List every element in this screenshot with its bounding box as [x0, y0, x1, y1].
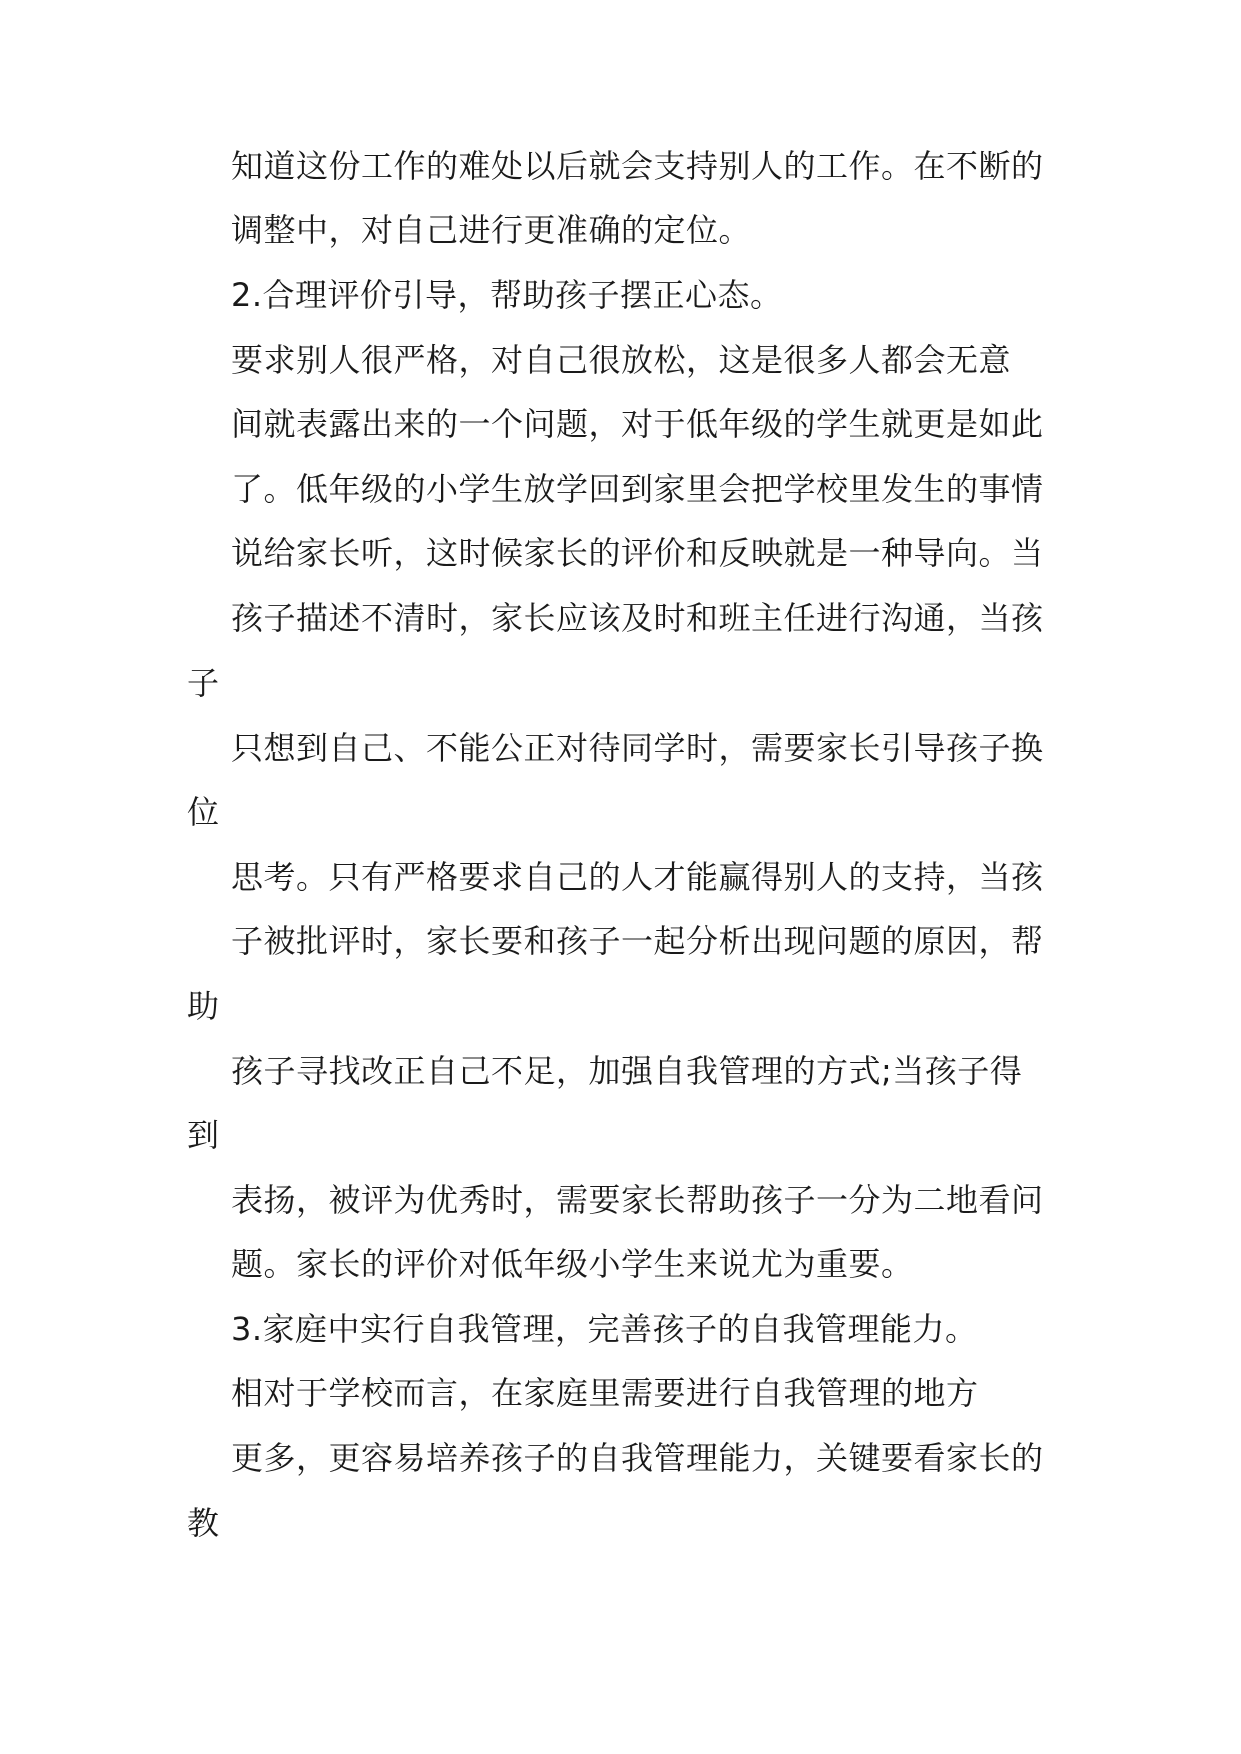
text-line: 说给家长听，这时候家长的评价和反映就是一种导向。当 [231, 534, 1044, 572]
text-line: 位 [187, 793, 220, 831]
text-line: 要求别人很严格，对自己很放松，这是很多人都会无意 [231, 341, 1012, 379]
text-line: 孩子寻找改正自己不足，加强自我管理的方式;当孩子得 [231, 1052, 1023, 1090]
text-line: 只想到自己、不能公正对待同学时，需要家长引导孩子换 [231, 729, 1044, 767]
text-line: 相对于学校而言，在家庭里需要进行自我管理的地方 [231, 1374, 979, 1412]
text-line: 了。低年级的小学生放学回到家里会把学校里发生的事情 [231, 470, 1044, 508]
text-line: 表扬，被评为优秀时，需要家长帮助孩子一分为二地看问 [231, 1181, 1044, 1219]
text-line: 更多，更容易培养孩子的自我管理能力，关键要看家长的 [231, 1439, 1044, 1477]
text-line: 教 [187, 1504, 220, 1542]
text-line: 间就表露出来的一个问题，对于低年级的学生就更是如此 [231, 405, 1044, 443]
text-line: 题。家长的评价对低年级小学生来说尤为重要。 [231, 1245, 914, 1283]
section-heading: 2.合理评价引导，帮助孩子摆正心态。 [231, 276, 783, 314]
text-line: 孩子描述不清时，家长应该及时和班主任进行沟通，当孩 [231, 599, 1044, 637]
text-line: 助 [187, 987, 220, 1025]
text-line: 调整中，对自己进行更准确的定位。 [231, 211, 752, 249]
section-heading: 3.家庭中实行自我管理，完善孩子的自我管理能力。 [231, 1310, 978, 1348]
text-line: 到 [187, 1116, 220, 1154]
text-line: 思考。只有严格要求自己的人才能赢得别人的支持，当孩 [231, 858, 1044, 896]
text-line: 知道这份工作的难处以后就会支持别人的工作。在不断的 [231, 147, 1044, 185]
text-line: 子 [187, 664, 220, 702]
text-line: 子被批评时，家长要和孩子一起分析出现问题的原因，帮 [231, 922, 1044, 960]
